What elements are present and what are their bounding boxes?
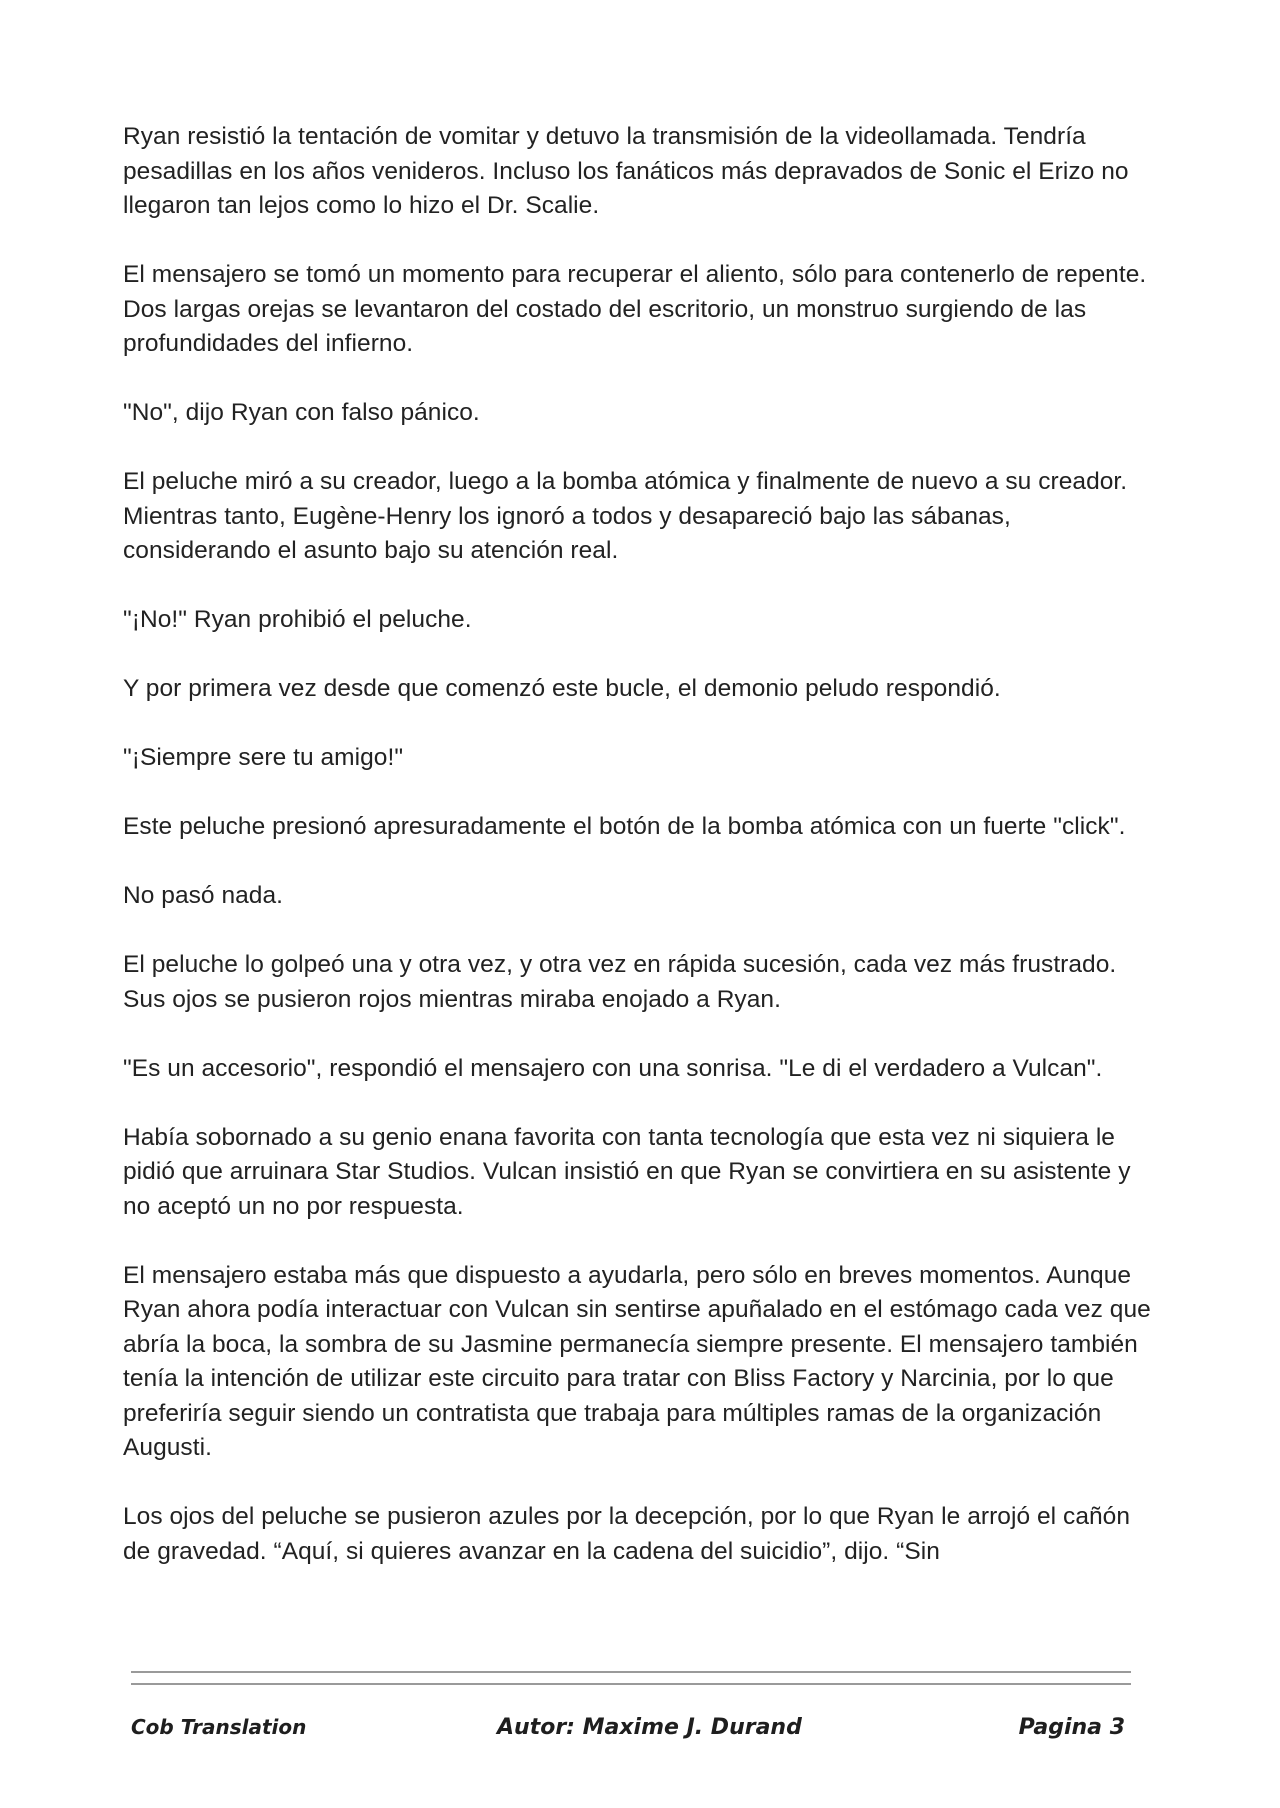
paragraph-5: "¡No!" Ryan prohibió el peluche.: [123, 606, 472, 633]
footer-divider-bottom: [131, 1683, 1131, 1685]
paragraph-6: Y por primera vez desde que comenzó este bucle, el demonio peludo respondió.: [123, 675, 1001, 702]
footer-author: Autor: Maxime J. Durand: [497, 1715, 802, 1740]
paragraph-13: El mensajero estaba más que dispuesto a ayudarla, pero sólo en breves momentos. Aunque Ryan ahora podía interactuar con Vulcan sin sentirse apuñalado en el estómago cada vez que abría la boca, la sombra de su Jasmine permanecía siempre presente. El mensajero también tenía la intención de utilizar este circuito para tratar con Bliss Factory y Narcinia, por lo que preferiría seguir siendo un contratista que trabaja para múltiples ramas de la organización Augusti.: [123, 1261, 1151, 1461]
footer-translator: Cob Translation: [131, 1715, 307, 1739]
paragraph-11: "Es un accesorio", respondió el mensajero con una sonrisa. "Le di el verdadero a Vulcan".: [123, 1054, 1103, 1082]
paragraph-3: "No", dijo Ryan con falso pánico.: [123, 399, 480, 426]
paragraph-1: Ryan resistió la tentación de vomitar y detuvo la transmisión de la videollamada. Tendría pesadillas en los años venideros. Incluso los fanáticos más depravados de Sonic el Erizo no llegaron tan lejos como lo hizo el Dr. Scalie.: [123, 123, 1129, 219]
footer-divider-top: [131, 1671, 1131, 1673]
page-footer: [131, 1715, 1131, 1745]
paragraph-10: El peluche lo golpeó una y otra vez, y otra vez en rápida sucesión, cada vez más frustrado. Sus ojos se pusieron rojos mientras miraba enojado a Ryan.: [123, 951, 1117, 1013]
paragraph-4: El peluche miró a su creador, luego a la bomba atómica y finalmente de nuevo a su creador. Mientras tanto, Eugène-Henry los ignoró a todos y desapareció bajo las sábanas, considerando el asunto bajo su atención real.: [123, 468, 1128, 564]
footer-page-number: Pagina 3: [1018, 1715, 1125, 1740]
paragraph-7: "¡Siempre sere tu amigo!": [123, 744, 404, 771]
paragraph-8: Este peluche presionó apresuradamente el botón de la bomba atómica con un fuerte "click".: [123, 813, 1126, 840]
paragraph-9: No pasó nada.: [123, 882, 284, 909]
paragraph-12: Había sobornado a su genio enana favorita con tanta tecnología que esta vez ni siquiera le pidió que arruinara Star Studios. Vulcan insistió en que Ryan se convirtiera en su asistente y no aceptó un no por respuesta.: [123, 1123, 1131, 1220]
paragraph-2: El mensajero se tomó un momento para recuperar el aliento, sólo para contenerlo de repente. Dos largas orejas se levantaron del costado del escritorio, un monstruo surgiendo de las profundidades del infierno.: [123, 261, 1147, 357]
paragraph-14: Los ojos del peluche se pusieron azules por la decepción, por lo que Ryan le arrojó el cañón de gravedad. “Aquí, si quieres avanzar en la cadena del suicidio”, dijo. “Sin: [123, 1503, 1131, 1565]
page-body: [123, 120, 1158, 1604]
